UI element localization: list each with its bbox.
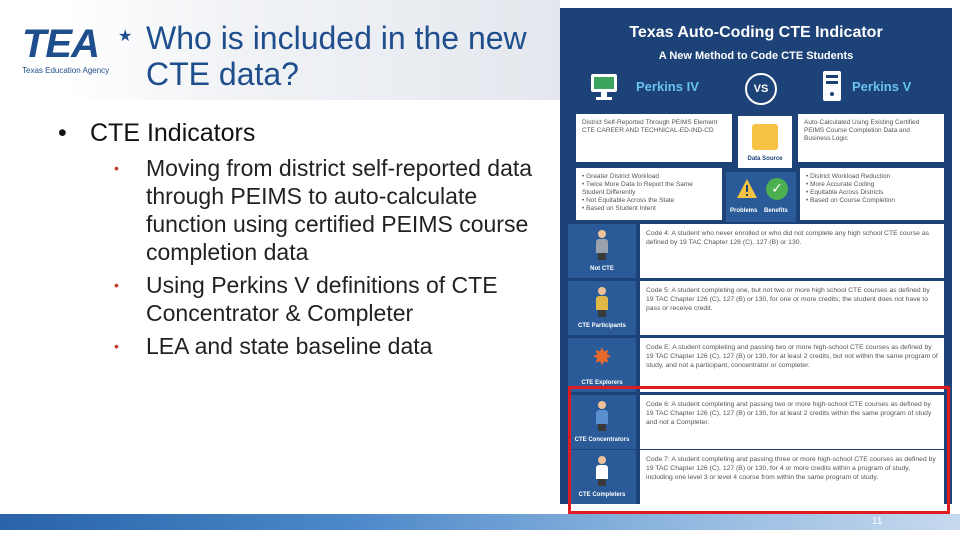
perkins-iv-label: Perkins IV <box>636 79 699 94</box>
benefits-label: Benefits <box>764 208 788 214</box>
infographic-subtitle: A New Method to Code CTE Students <box>658 50 854 62</box>
sub-bullet <box>114 154 548 266</box>
benefit-item: Equitable Across Districts <box>810 189 884 196</box>
data-source-box <box>738 116 792 168</box>
code-label: CTE Completers <box>578 492 626 498</box>
sub-bullet <box>114 271 548 327</box>
problem-item: Based on Student Intent <box>586 205 656 212</box>
bullet-dot: • <box>58 119 67 147</box>
student-icon <box>595 230 609 260</box>
benefits-list <box>800 168 944 220</box>
bullet-main-text: CTE Indicators <box>90 119 256 147</box>
page-number: 11 <box>872 516 883 527</box>
tea-logo <box>22 24 132 80</box>
problems-benefits-box <box>726 172 796 222</box>
code-description: Code 7: A student completing and passing three or more high-school CTE courses as defined by 19 TAC Chapter 126 (C), 127 (B) or 130, for 4 or more credits within a program of study, including one level 3 or level 4 course from within the same program of study. <box>640 450 944 504</box>
benefit-item: Based on Course Completion <box>810 197 896 204</box>
sub-bullet-text: Moving from district self-reported data through PEIMS to auto-calculate function using certified PEIMS course completion data <box>146 155 533 265</box>
code-side <box>568 281 636 335</box>
student-icon <box>595 287 609 317</box>
code-row-not-cte <box>568 224 944 278</box>
highlight-box <box>568 386 950 514</box>
perkins-v-method <box>798 114 944 162</box>
server-icon <box>822 70 842 102</box>
sub-bullet-list <box>114 154 548 360</box>
method-text: District Self-Reported Through PEIMS Element CTE CAREER AND TECHNICAL-ED-IND-CD <box>582 119 718 134</box>
logo-subtitle: Texas Education Agency <box>22 66 110 75</box>
code-side <box>568 338 636 392</box>
check-icon: ✓ <box>766 178 788 200</box>
sub-bullet <box>114 332 548 360</box>
problems-text: • Greater District Workload • Twice More Data to Report the Same Student Differently • Not Equitable Across the State • Based on Student Intent <box>582 173 693 212</box>
code-description: Code 5: A student completing one, but not two or more high school CTE courses as defined by 19 TAC Chapter 126 (C), 127 (B) or 130, for one or more credits; the student does not have to pass or receive credit. <box>640 281 944 335</box>
code-row-explorers <box>568 338 944 392</box>
user-card-icon <box>752 124 778 150</box>
perkins-iv-method <box>576 114 732 162</box>
benefit-item: District Workload Reduction <box>810 173 891 180</box>
benefits-text: • District Workload Reduction • More Accurate Coding • Equitable Across Districts • Based on Course Completion <box>806 173 896 204</box>
data-source-label: Data Source <box>747 156 783 162</box>
perkins-v-label: Perkins V <box>852 79 912 94</box>
warning-icon <box>736 178 758 200</box>
sub-bullet-dot: • <box>114 277 119 293</box>
problems-list <box>576 168 722 220</box>
code-description: Code E: A student completing and passing two or more high-school CTE courses as defined by 19 TAC Chapter 126 (C), 127 (B) or 130, for at least 2 credits, but not within the same program of study, and not a participant, concentrator or completer. <box>640 338 944 392</box>
sub-bullet-text: LEA and state baseline data <box>146 333 433 359</box>
page-title: Who is included in the new CTE data? <box>146 20 527 92</box>
star-icon: ★ <box>118 28 133 45</box>
monitor-icon <box>590 72 618 102</box>
code-row-participants <box>568 281 944 335</box>
benefit-item: More Accurate Coding <box>810 181 875 188</box>
code-side <box>568 224 636 278</box>
method-text: Auto-Calculated Using Existing Certified PEIMS Course Completion Data and Business Logic <box>804 119 920 142</box>
sub-bullet-dot: • <box>114 160 119 176</box>
problem-item: Twice More Data to Report the Same Student Differently <box>582 181 693 196</box>
code-description: Code 4: A student who never enrolled or who did not complete any high school CTE course as defined by 19 TAC Chapter 126 (C), 127 (B) or 130. <box>640 224 944 278</box>
bullet-main <box>58 118 548 148</box>
code-description: Code 6: A student completing and passing two or more high-school CTE courses as defined by 19 TAC Chapter 126 (C), 127 (B) or 130, for at least 2 credits within the same program of study and not a Completer. <box>640 395 944 449</box>
problem-item: Greater District Workload <box>586 173 659 180</box>
sub-bullet-dot: • <box>114 338 119 354</box>
vs-badge: VS <box>745 73 777 105</box>
sub-bullet-text: Using Perkins V definitions of CTE Concentrator & Completer <box>146 272 498 326</box>
problems-label: Problems <box>730 208 758 214</box>
bullet-list <box>58 118 548 365</box>
infographic-title: Texas Auto-Coding CTE Indicator <box>629 24 883 41</box>
code-label: CTE Concentrators <box>574 437 630 443</box>
footer-band <box>0 514 960 530</box>
code-label: Not CTE <box>590 266 614 272</box>
code-label: CTE Participants <box>577 323 626 329</box>
starburst-icon: ✸ <box>592 344 613 371</box>
problem-item: Not Equitable Across the State <box>586 197 675 204</box>
code-label: CTE Explorers <box>581 380 623 386</box>
logo-word: TEA <box>22 22 99 66</box>
